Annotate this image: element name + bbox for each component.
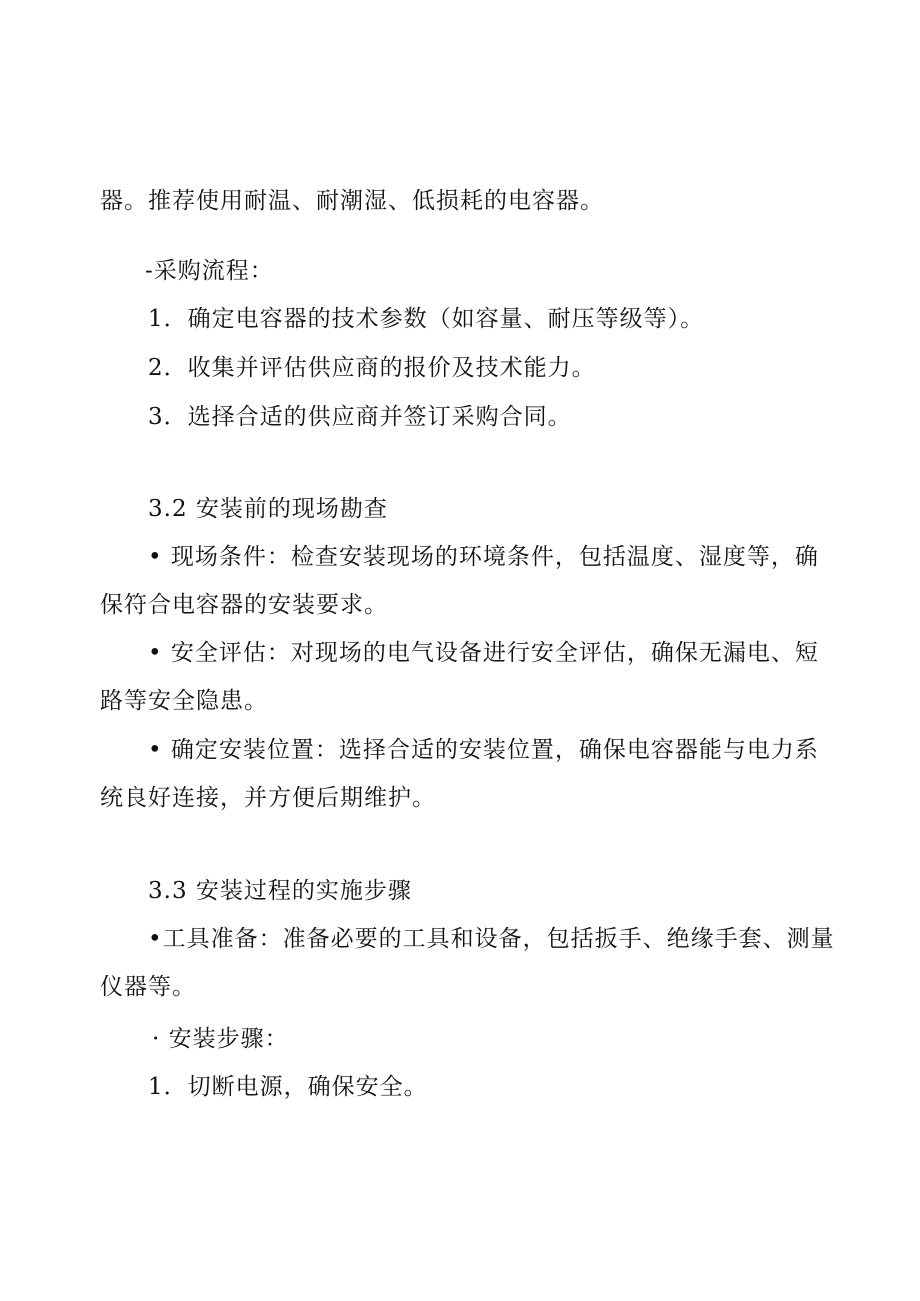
- bullet-site-conditions-cont: 保符合电容器的安装要求。: [100, 592, 388, 618]
- procurement-step-1: 1．确定电容器的技术参数（如容量、耐压等级等）。: [148, 306, 705, 332]
- bullet-install-location: • 确定安装位置：选择合适的安装位置，确保电容器能与电力系: [148, 737, 819, 763]
- bullet-site-conditions: • 现场条件：检查安装现场的环境条件，包括温度、湿度等，确: [148, 544, 819, 570]
- bullet-safety-assessment: • 安全评估：对现场的电气设备进行安全评估，确保无漏电、短: [148, 640, 819, 666]
- bullet-tool-preparation-cont: 仪器等。: [100, 974, 196, 1000]
- bullet-install-steps: · 安装步骤：: [152, 1026, 289, 1052]
- section-heading-3-2: 3.2 安装前的现场勘查: [148, 496, 388, 522]
- bullet-install-location-cont: 统良好连接，并方便后期维护。: [100, 785, 436, 811]
- procurement-step-2: 2．收集并评估供应商的报价及技术能力。: [148, 355, 596, 381]
- paragraph-continuation: 器。推荐使用耐温、耐潮湿、低损耗的电容器。: [100, 188, 604, 214]
- section-heading-3-3: 3.3 安装过程的实施步骤: [148, 878, 412, 904]
- bullet-safety-assessment-cont: 路等安全隐患。: [100, 688, 268, 714]
- procurement-heading: -采购流程：: [145, 258, 274, 284]
- install-step-1: 1．切断电源，确保安全。: [148, 1074, 428, 1100]
- procurement-step-3: 3．选择合适的供应商并签订采购合同。: [148, 404, 572, 430]
- bullet-tool-preparation: •工具准备：准备必要的工具和设备，包括扳手、绝缘手套、测量: [148, 926, 835, 952]
